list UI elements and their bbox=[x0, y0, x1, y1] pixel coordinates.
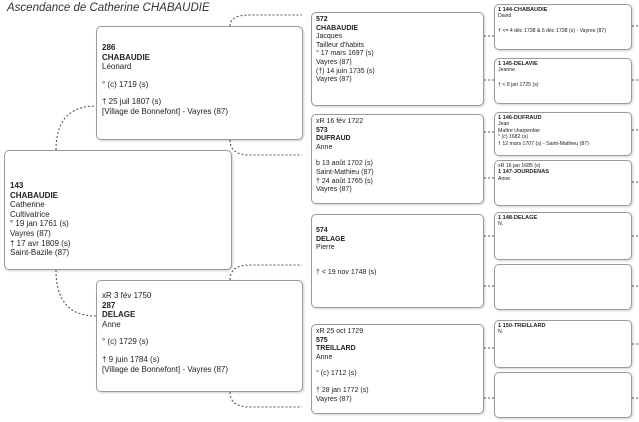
connector-287-575 bbox=[230, 392, 302, 407]
person-line: (†) 14 juin 1735 (s) bbox=[316, 67, 375, 75]
person-card-574[interactable] bbox=[311, 214, 484, 308]
person-line: CHABAUDIE bbox=[316, 24, 358, 32]
person-card-143[interactable] bbox=[4, 150, 232, 270]
person-line: Saint-Bazile (87) bbox=[10, 248, 70, 258]
person-line: xR 16 fév 1722 bbox=[316, 118, 364, 125]
connector-286-572 bbox=[230, 15, 302, 26]
person-line: † 12 mars 1707 (s) - Saint-Mathieu (87) bbox=[498, 140, 589, 147]
person-line: Vayres (87) bbox=[316, 58, 352, 66]
person-line bbox=[498, 20, 628, 28]
person-line: Pierre bbox=[316, 244, 335, 252]
person-line: Cultivatrice bbox=[10, 209, 50, 219]
person-line: 575 bbox=[316, 336, 328, 344]
person-line: Anne bbox=[316, 353, 333, 361]
person-line: † < 19 nov 1748 (s) bbox=[316, 268, 377, 276]
person-card-1145[interactable] bbox=[494, 58, 632, 104]
person-line: xR 16 jan 1685 (s) bbox=[498, 163, 541, 169]
person-line: Anne bbox=[316, 143, 333, 151]
person-line: Vayres (87) bbox=[316, 395, 352, 403]
person-line: Vayres (87) bbox=[316, 76, 352, 84]
person-card-286[interactable] bbox=[96, 26, 303, 140]
person-line: Saint-Mathieu (87) bbox=[316, 168, 374, 176]
person-line: 1 144-CHABAUDIE bbox=[498, 7, 548, 13]
person-line: 1 146-DUFRAUD bbox=[498, 115, 542, 121]
person-line: CHABAUDIE bbox=[102, 52, 150, 62]
person-line: xR 25 oct 1729 bbox=[316, 328, 364, 335]
person-line: 143 bbox=[10, 181, 24, 190]
person-line: ° (c) 1712 (s) bbox=[316, 370, 357, 378]
person-line: † < 9 jan 1725 (s) bbox=[498, 81, 539, 88]
person-line: ° 19 jan 1761 (s) bbox=[10, 219, 69, 229]
person-line: † 17 avr 1809 (s) bbox=[10, 238, 71, 248]
person-line: † 24 août 1765 (s) bbox=[316, 177, 373, 185]
person-line: DUFRAUD bbox=[316, 135, 351, 143]
person-line: 286 bbox=[102, 43, 116, 52]
person-line: Anne bbox=[102, 319, 121, 329]
person-card-1148[interactable] bbox=[494, 212, 632, 260]
page-title: Ascendance de Catherine CHABAUDIE bbox=[7, 2, 210, 14]
person-line bbox=[102, 72, 297, 80]
connector-143-286 bbox=[56, 106, 96, 150]
person-line: 572 bbox=[316, 16, 328, 23]
person-line: 1 150-TREILLARD bbox=[498, 323, 546, 329]
person-line: TREILLARD bbox=[316, 345, 356, 353]
person-card-572[interactable] bbox=[311, 12, 484, 106]
person-line bbox=[102, 329, 297, 337]
person-line: ° 17 mars 1697 (s) bbox=[316, 50, 374, 58]
person-line: Léonard bbox=[102, 62, 132, 72]
person-card-1144[interactable] bbox=[494, 4, 632, 50]
person-line: Maître charpentier bbox=[498, 127, 541, 134]
person-line: Vayres (87) bbox=[316, 186, 352, 194]
person-line: Anne bbox=[498, 175, 511, 182]
person-card-1149[interactable] bbox=[494, 264, 632, 310]
person-card-1146[interactable] bbox=[494, 112, 632, 156]
person-line: ° (c) 1719 (s) bbox=[102, 79, 149, 89]
person-line bbox=[316, 253, 479, 261]
person-line: † <= 4 déc 1738 & 5 déc 1738 (s) - Vayres (87) bbox=[498, 27, 607, 34]
person-line: 574 bbox=[316, 227, 328, 234]
person-line: Jacques bbox=[316, 33, 343, 41]
person-line: 1 145-DELAVIE bbox=[498, 61, 538, 67]
person-line: 1 147-JOURDENAS bbox=[498, 169, 549, 176]
person-line: Vayres (87) bbox=[10, 228, 51, 238]
person-line: † 25 juil 1807 (s) bbox=[102, 97, 162, 107]
person-line: DELAGE bbox=[316, 235, 346, 243]
person-line: Tailleur d'habits bbox=[316, 41, 365, 49]
person-line bbox=[316, 379, 479, 387]
person-line: b 13 août 1702 (s) bbox=[316, 160, 373, 168]
person-line: DELAGE bbox=[102, 310, 136, 320]
person-line: N. bbox=[498, 221, 504, 228]
person-line: † 28 jan 1772 (s) bbox=[316, 386, 369, 394]
person-line bbox=[498, 74, 628, 82]
connector-287-574 bbox=[230, 265, 302, 280]
connector-286-573 bbox=[230, 140, 302, 155]
person-line bbox=[102, 347, 297, 355]
person-card-573[interactable] bbox=[311, 114, 484, 204]
person-line: CHABAUDIE bbox=[10, 190, 58, 200]
person-line: N. bbox=[498, 329, 504, 336]
person-line: 1 148-DELAGE bbox=[498, 215, 538, 221]
person-line: ° (c) 1729 (s) bbox=[102, 337, 149, 347]
person-line: [Village de Bonnefont] - Vayres (87) bbox=[102, 106, 228, 116]
person-card-287[interactable] bbox=[96, 280, 303, 392]
person-line: 287 bbox=[102, 300, 116, 310]
person-line: xR 3 fév 1750 bbox=[102, 291, 152, 300]
person-line: ° (c) 1682 (s) bbox=[498, 134, 529, 141]
person-line: Catherine bbox=[10, 200, 45, 210]
person-line: Jean bbox=[498, 121, 510, 128]
person-line: [Village de Bonnefont] - Vayres (87) bbox=[102, 364, 228, 374]
person-line: Jeanne bbox=[498, 67, 516, 74]
person-line: 573 bbox=[316, 126, 328, 134]
person-card-1151[interactable] bbox=[494, 372, 632, 418]
person-line bbox=[316, 152, 479, 160]
person-line: David bbox=[498, 13, 512, 20]
person-line: † 9 juin 1784 (s) bbox=[102, 354, 160, 364]
person-line bbox=[316, 261, 479, 269]
connector-143-287 bbox=[56, 270, 96, 316]
person-card-1150[interactable] bbox=[494, 320, 632, 368]
person-card-575[interactable] bbox=[311, 324, 484, 414]
person-line bbox=[102, 89, 297, 97]
person-card-1147[interactable] bbox=[494, 160, 632, 206]
